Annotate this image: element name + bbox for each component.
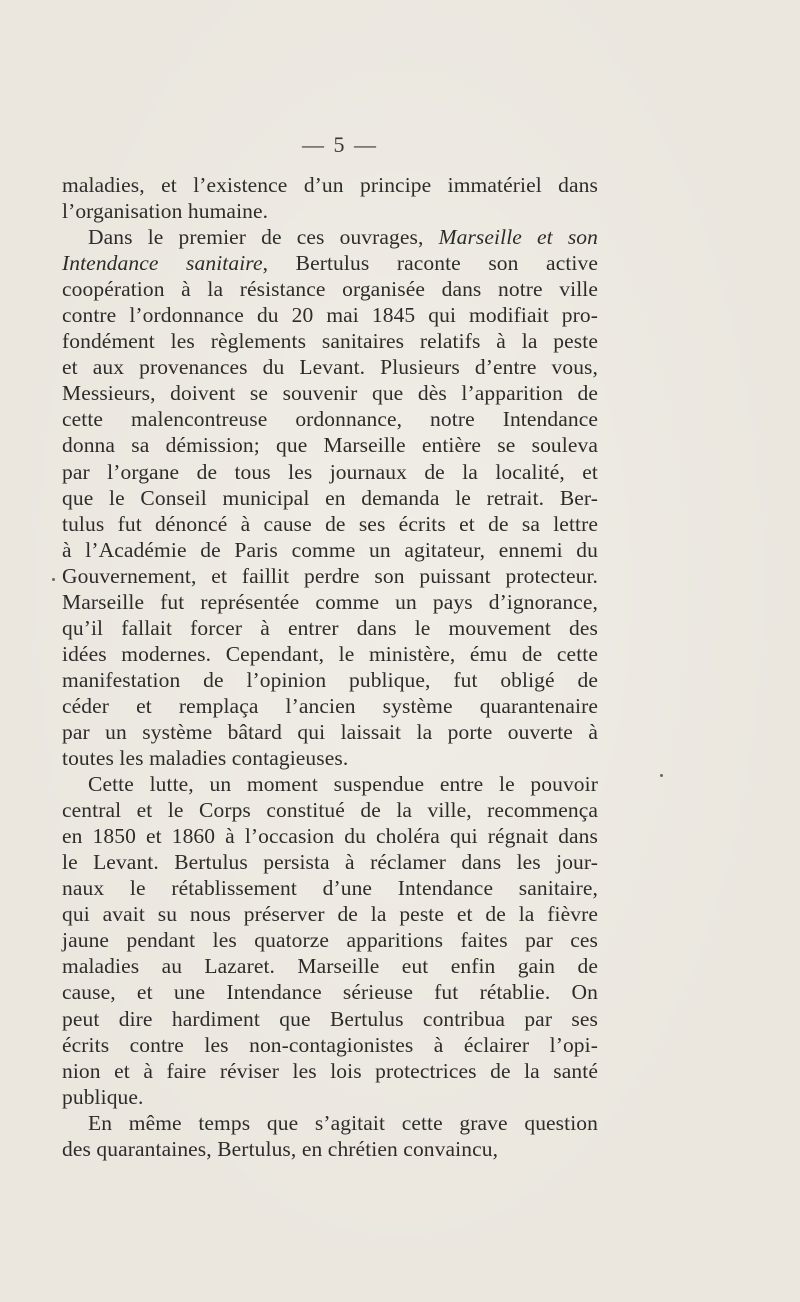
line-text: toutes les maladies contagieuses. [62,746,349,771]
line-text: nion et à faire réviser les lois protectrices de la santé [62,1058,598,1083]
text-line [62,276,598,302]
text-line [62,406,598,432]
text-line [62,1006,598,1032]
text-line [62,328,598,354]
text-line [62,485,598,511]
paragraph [62,224,598,771]
line-text: Messieurs, doivent se souvenir que dès l’apparition de [62,381,598,406]
text-line [62,875,598,901]
paragraph [62,172,598,224]
text-line [62,1084,598,1110]
paper-speck [660,774,663,777]
line-text: l’organisation humaine. [62,199,269,224]
text-line [62,302,598,328]
text-line [62,1058,598,1084]
text-line [62,953,598,979]
text-line [62,745,598,771]
line-text: que le Conseil municipal en demanda le retrait. Ber- [62,485,598,510]
text-line [62,380,598,406]
line-text: , Bertulus raconte son active [262,251,598,276]
line-text: jaune pendant les quatorze apparitions faites par ces [62,928,598,953]
line-text: Dans le premier de ces ouvrages, [88,225,439,250]
text-line [62,667,598,693]
paper-speck [52,578,55,581]
line-text: le Levant. Bertulus persista à réclamer dans les jour- [62,850,598,875]
line-text: donna sa démission; que Marseille entière se souleva [62,433,598,458]
text-line [62,589,598,615]
line-text: Gouvernement, et faillit perdre son puissant protecteur. [62,563,598,588]
line-text: qui avait su nous préserver de la peste et de la fièvre [62,902,598,927]
text-line [62,771,598,797]
line-text: idées modernes. Cependant, le ministère, ému de cette [62,641,598,666]
line-text: tulus fut dénoncé à cause de ses écrits et de sa lettre [62,511,598,536]
text-line [62,224,598,250]
line-text: Cette lutte, un moment suspendue entre le pouvoir [88,772,598,797]
text-line [62,1032,598,1058]
text-line [62,641,598,667]
line-text: qu’il fallait forcer à entrer dans le mouvement des [62,615,598,640]
text-line [62,797,598,823]
text-line [62,432,598,458]
line-text: contre l’ordonnance du 20 mai 1845 qui modifiait pro- [62,303,598,328]
text-line [62,1136,598,1162]
text-line [62,354,598,380]
paragraph [62,1110,598,1162]
text-line [62,901,598,927]
italic-title: Intendance sanitaire [62,251,263,276]
line-text: céder et remplaça l’ancien système quarantenaire [62,693,598,718]
line-text: cause, et une Intendance sérieuse fut rétablie. On [62,980,598,1005]
text-line [62,719,598,745]
body-text [62,172,598,1162]
text-line [62,537,598,563]
line-text: naux le rétablissement d’une Intendance sanitaire, [62,876,598,901]
italic-title: Marseille et son [438,225,598,250]
line-text: central et le Corps constitué de la ville, recommença [62,798,598,823]
line-text: cette malencontreuse ordonnance, notre Intendance [62,407,598,432]
line-text: coopération à la résistance organisée dans notre ville [62,277,598,302]
text-line [62,198,598,224]
line-text: écrits contre les non-contagionistes à éclairer l’opi- [62,1032,598,1057]
text-line [62,172,598,198]
line-text: publique. [62,1084,144,1109]
line-text: en 1850 et 1860 à l’occasion du choléra qui régnait dans [62,824,598,849]
line-text: maladies au Lazaret. Marseille eut enfin gain de [62,954,598,979]
text-line [62,250,598,276]
line-text: En même temps que s’agitait cette grave question [88,1110,598,1135]
paragraph [62,771,598,1110]
line-text: à l’Académie de Paris comme un agitateur, ennemi du [62,537,598,562]
line-text: peut dire hardiment que Bertulus contribua par ses [62,1006,598,1031]
line-text: par un système bâtard qui laissait la porte ouverte à [62,719,598,744]
line-text: manifestation de l’opinion publique, fut obligé de [62,667,598,692]
page-number: — 5 — [302,132,378,157]
line-text: et aux provenances du Levant. Plusieurs d’entre vous, [62,355,598,380]
line-text: des quarantaines, Bertulus, en chrétien convaincu, [62,1136,499,1161]
text-line [62,459,598,485]
line-text: maladies, et l’existence d’un principe immatériel dans [62,173,598,197]
line-text: fondément les règlements sanitaires relatifs à la peste [62,329,598,354]
text-line [62,979,598,1005]
text-line [62,511,598,537]
text-line [62,927,598,953]
text-line [62,823,598,849]
text-line [62,615,598,641]
text-line [62,849,598,875]
text-line [62,693,598,719]
text-line [62,563,598,589]
line-text: par l’organe de tous les journaux de la localité, et [62,459,598,484]
line-text: Marseille fut représentée comme un pays d’ignorance, [62,589,598,614]
text-line [62,1110,598,1136]
